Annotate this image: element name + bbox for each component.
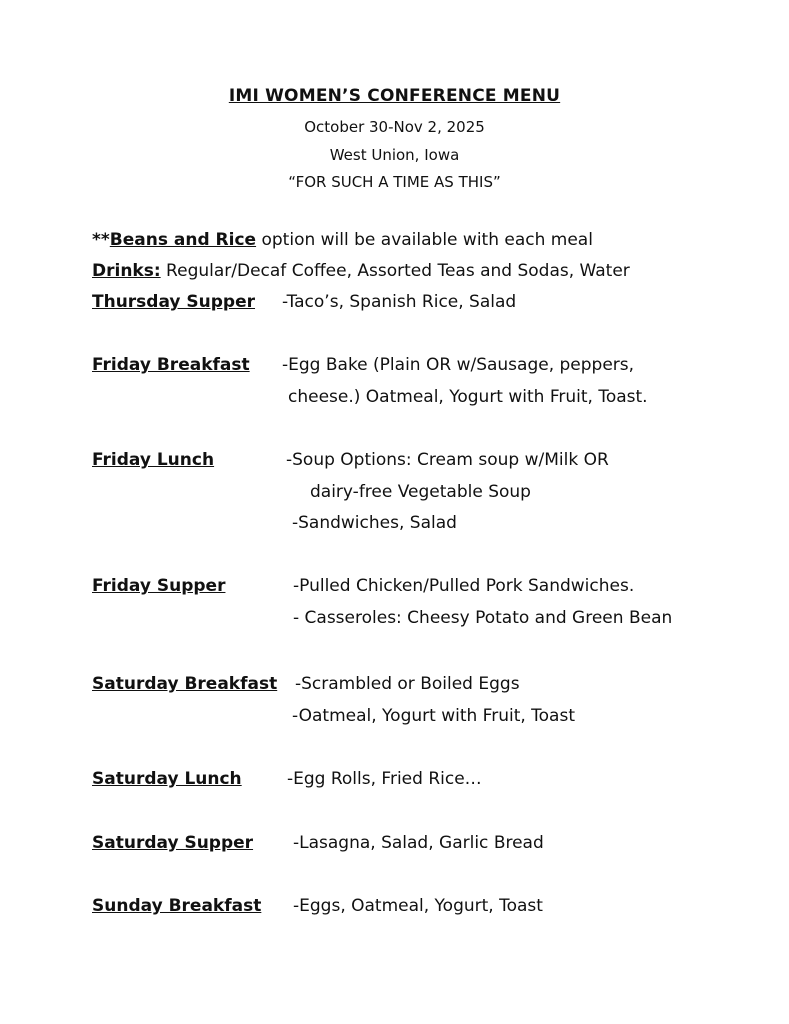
meal-line: -Egg Rolls, Fried Rice… bbox=[287, 769, 482, 789]
beans-note bbox=[92, 230, 593, 250]
meal-label: Saturday Lunch bbox=[92, 769, 242, 789]
meal-line: -Egg Bake (Plain OR w/Sausage, peppers, bbox=[282, 355, 635, 375]
meal-label: Saturday Breakfast bbox=[92, 674, 278, 694]
meal-line: -Sandwiches, Salad bbox=[292, 513, 457, 533]
meal-line: -Eggs, Oatmeal, Yogurt, Toast bbox=[293, 896, 543, 916]
drinks-note bbox=[92, 261, 630, 281]
drinks-text: Regular/Decaf Coffee, Assorted Teas and Sodas, Water bbox=[160, 261, 630, 281]
meal-line: -Oatmeal, Yogurt with Fruit, Toast bbox=[292, 706, 575, 726]
meal-line: -Pulled Chicken/Pulled Pork Sandwiches. bbox=[293, 576, 635, 596]
beans-label: Beans and Rice bbox=[109, 230, 257, 250]
drinks-label: Drinks: bbox=[92, 261, 161, 281]
meal-line: -Taco’s, Spanish Rice, Salad bbox=[282, 292, 517, 312]
meal-line: cheese.) Oatmeal, Yogurt with Fruit, Toast. bbox=[288, 387, 648, 407]
meal-line: -Lasagna, Salad, Garlic Bread bbox=[293, 833, 544, 853]
event-dates: October 30-Nov 2, 2025 bbox=[304, 118, 485, 136]
page-title: IMI WOMEN’S CONFERENCE MENU bbox=[228, 86, 561, 106]
meal-line: -Soup Options: Cream soup w/Milk OR bbox=[286, 450, 609, 470]
event-location: West Union, Iowa bbox=[329, 146, 460, 164]
meal-line: dairy-free Vegetable Soup bbox=[310, 482, 531, 502]
meal-label: Friday Lunch bbox=[92, 450, 215, 470]
meal-line: - Casseroles: Cheesy Potato and Green Bean bbox=[293, 608, 673, 628]
beans-text: option will be available with each meal bbox=[256, 230, 593, 250]
beans-prefix: ** bbox=[92, 230, 110, 250]
meal-label: Sunday Breakfast bbox=[92, 896, 262, 916]
meal-label: Friday Supper bbox=[92, 576, 226, 596]
meal-label: Friday Breakfast bbox=[92, 355, 250, 375]
meal-label: Saturday Supper bbox=[92, 833, 254, 853]
event-theme: “FOR SUCH A TIME AS THIS” bbox=[288, 173, 501, 191]
meal-label: Thursday Supper bbox=[92, 292, 256, 312]
meal-line: -Scrambled or Boiled Eggs bbox=[295, 674, 520, 694]
